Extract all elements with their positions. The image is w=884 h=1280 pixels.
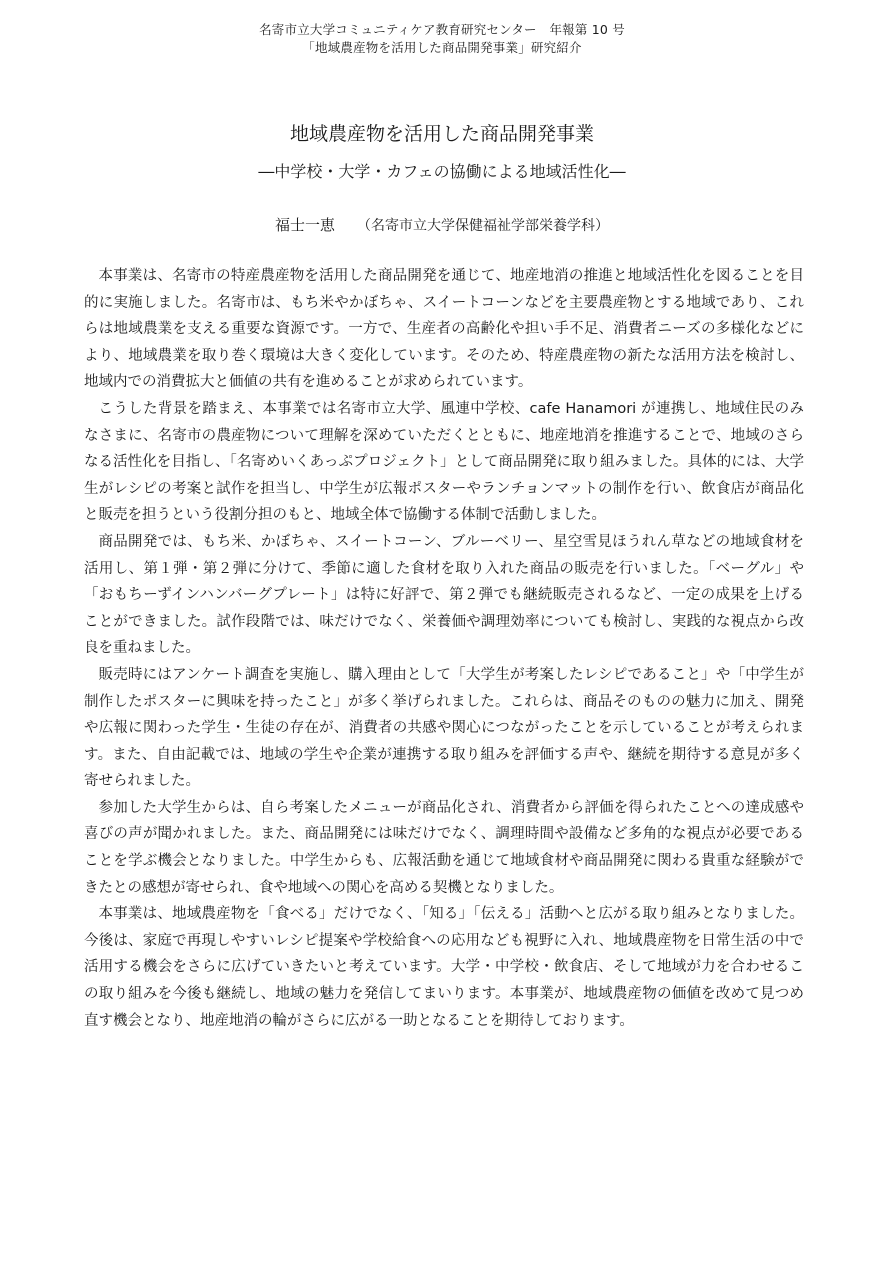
paragraph: 商品開発では、もち米、かぼちゃ、スイートコーン、ブルーベリー、星空雪見ほうれん草などの地域食材を活用し、第１弾・第２弾に分けて、季節に適した食材を取り入れた商品の販売を行いました。「ベーグル」や「おもちーずインハンバーグプレート」は特に好評で、第２弾でも継続販売されるなど、一定の成果を上げることができました。試作段階では、味だけでなく、栄養価や調理効率についても検討し、実践的な視点から改良を重ねました。 bbox=[84, 533, 804, 657]
paragraph: 参加した大学生からは、自ら考案したメニューが商品化され、消費者から評価を得られたことへの達成感や喜びの声が聞かれました。また、商品開発には味だけでなく、調理時間や設備など多角的な視点が必要であることを学ぶ機会となりました。中学生からも、広報活動を通じて地域食材や商品開発に関わる貴重な経験ができたとの感想が寄せられ、食や地域への関心を高める契機となりました。 bbox=[84, 799, 804, 896]
paragraph: 本事業は、地域農産物を「食べる」だけでなく、「知る」「伝える」活動へと広がる取り組みとなりました。今後は、家庭で再現しやすいレシピ提案や学校給食への応用なども視野に入れ、地域農産物を日常生活の中で活用する機会をさらに広げていきたいと考えています。大学・中学校・飲食店、そして地域が力を合わせるこの取り組みを今後も継続し、地域の魅力を発信してまいります。本事業が、地域農産物の価値を改めて見つめ直す機会となり、地産地消の輪がさらに広がる一助となることを期待しております。 bbox=[84, 906, 804, 1029]
article-title: 地域農産物を活用した商品開発事業 bbox=[289, 123, 594, 145]
article-body bbox=[84, 263, 804, 1034]
author-affiliation: （名寄市立大学保健福祉学部栄養学科） bbox=[357, 218, 609, 234]
author-line bbox=[0, 214, 884, 237]
running-header-section: 「地域農産物を活用した商品開発事業」研究紹介 bbox=[302, 40, 582, 55]
running-header-journal: 名寄市立大学コミュニティケア教育研究センター 年報第 10 号 bbox=[259, 22, 625, 37]
article-subtitle: ―中学校・大学・カフェの協働による地域活性化― bbox=[258, 162, 626, 181]
paragraph: 本事業は、名寄市の特産農産物を活用した商品開発を通じて、地産地消の推進と地域活性化を図ることを目的に実施しました。名寄市は、もち米やかぼちゃ、スイートコーンなどを主要農産物とする地域であり、これらは地域農業を支える重要な資源です。一方で、生産者の高齢化や担い手不足、消費者ニーズの多様化などにより、地域農業を取り巻く環境は大きく変化しています。そのため、特産農産物の新たな活用方法を検討し、地域内での消費拡大と価値の共有を進めることが求められています。 bbox=[84, 268, 804, 391]
paragraph: 販売時にはアンケート調査を実施し、購入理由として「大学生が考案したレシピであること」や「中学生が制作したポスターに興味を持ったこと」が多く挙げられました。これらは、商品そのものの魅力に加え、開発や広報に関わった学生・生徒の存在が、消費者の共感や関心につながったことを示していることが考えられます。また、自由記載では、地域の学生や企業が連携する取り組みを評価する声や、継続を期待する意見が多く寄せられました。 bbox=[84, 666, 804, 790]
author-name: 福士一恵 bbox=[274, 216, 335, 234]
paragraph: こうした背景を踏まえ、本事業では名寄市立大学、風連中学校、cafe Hanamori が連携し、地域住民のみなさまに、名寄市の農産物について理解を深めていただくとともに、地産地消を推進することで、地域のさらなる活性化を目指し、「名寄めいくあっぷプロジェクト」として商品開発に取り組みました。具体的には、大学生がレシピの考案と試作を担当し、中学生が広報ポスターやランチョンマットの制作を行い、飲食店が商品化と販売を担うという役割分担のもと、地域全体で協働する体制で活動しました。 bbox=[84, 400, 804, 524]
